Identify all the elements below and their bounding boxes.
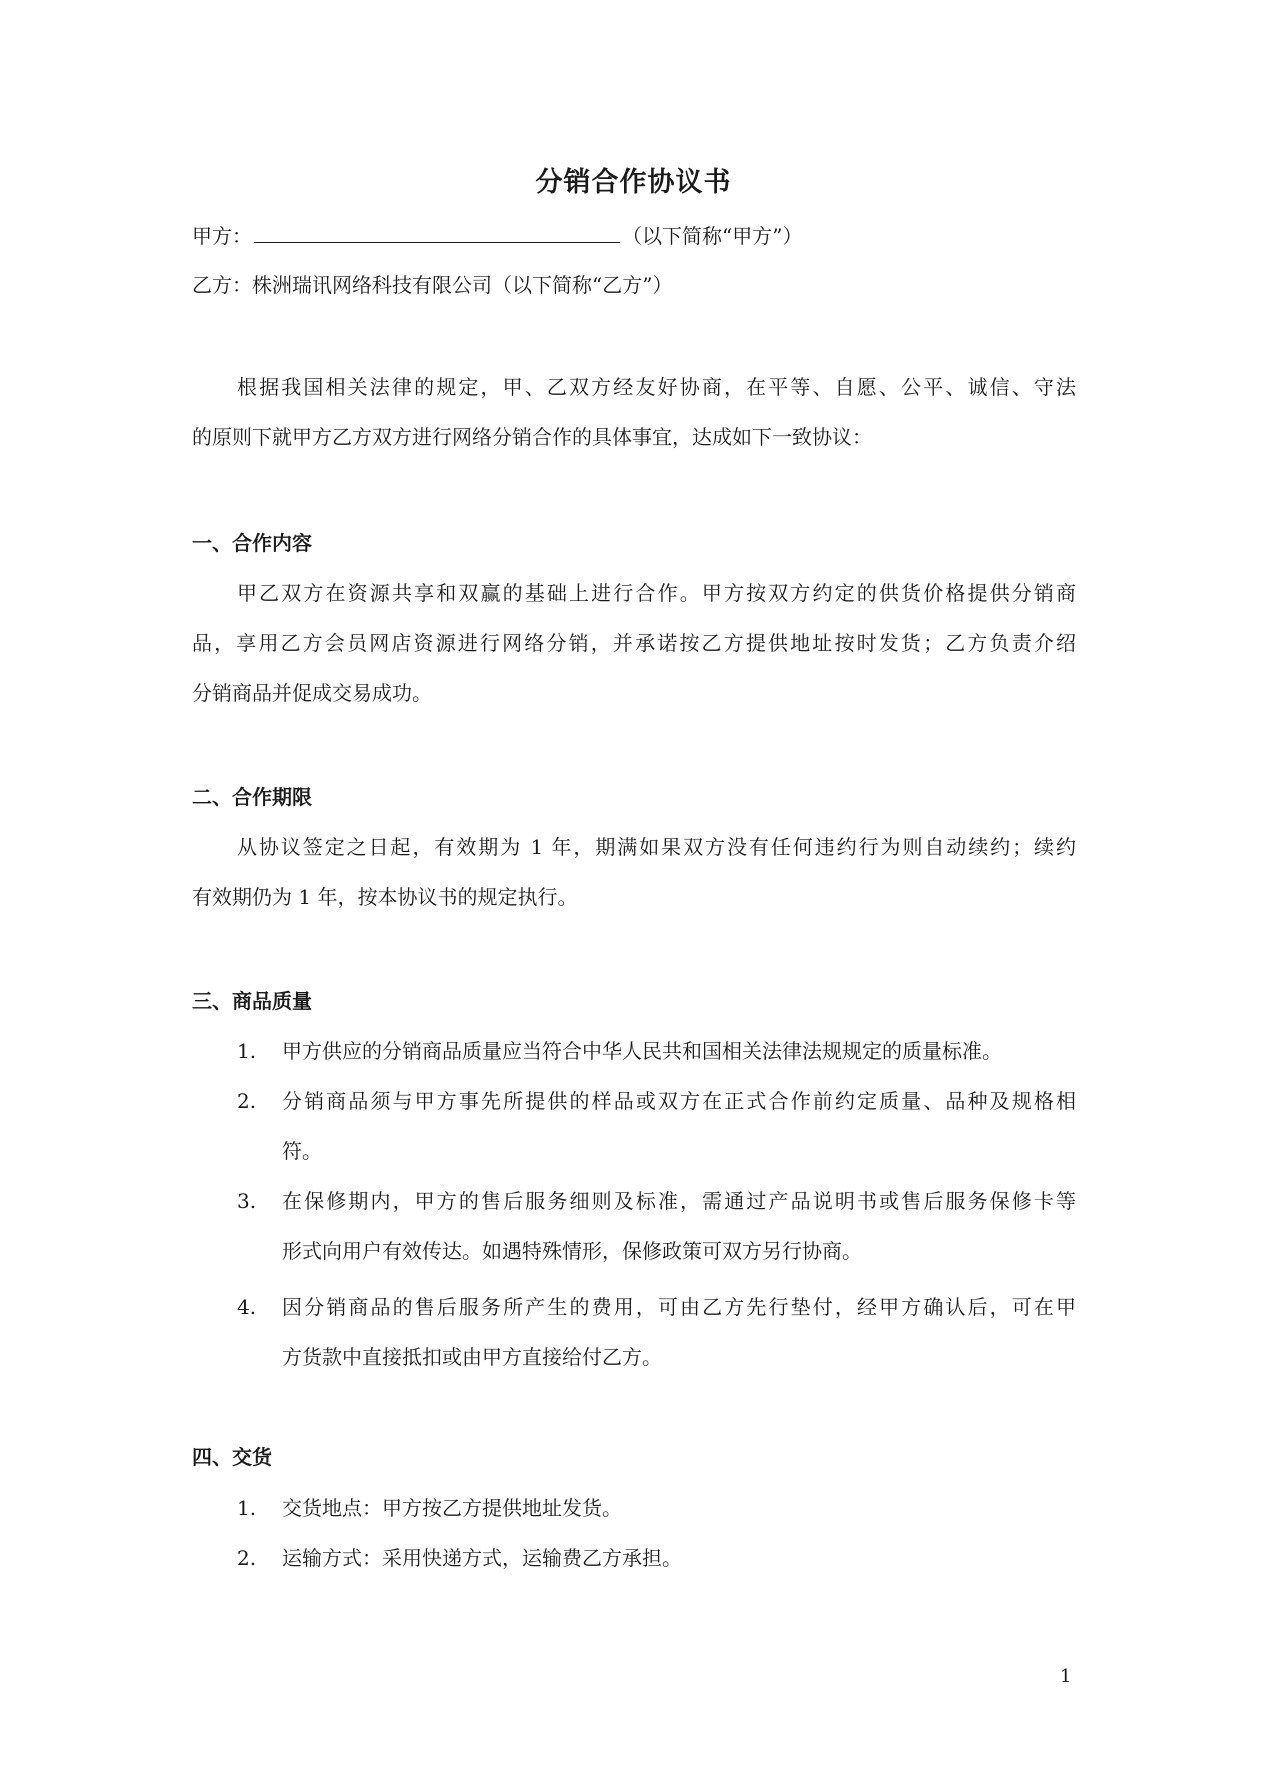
section-2-line-2: 有效期仍为 1 年，按本协议书的规定执行。 bbox=[192, 885, 578, 909]
party-b-line: 乙方：株洲瑞讯网络科技有限公司（以下简称“乙方”） bbox=[192, 273, 673, 297]
section-4-item-2-number: 2. bbox=[237, 1546, 257, 1570]
section-4-item-2-line-1: 运输方式：采用快递方式，运输费乙方承担。 bbox=[282, 1546, 682, 1570]
section-2-line-1: 从协议签定之日起，有效期为 1 年，期满如果双方没有任何违约行为则自动续约；续约 bbox=[237, 835, 1076, 859]
section-1-line-2: 品，享用乙方会员网店资源进行网络分销，并承诺按乙方提供地址按时发货；乙方负责介绍 bbox=[192, 631, 1076, 655]
section-3-item-2-number: 2. bbox=[237, 1089, 257, 1113]
preamble-line-2: 的原则下就甲方乙方双方进行网络分销合作的具体事宜，达成如下一致协议： bbox=[192, 425, 872, 449]
section-1-line-1: 甲乙双方在资源共享和双赢的基础上进行合作。甲方按双方约定的供货价格提供分销商 bbox=[237, 581, 1076, 605]
party-a-blank-field[interactable] bbox=[254, 220, 620, 243]
section-4-item-1-line-1: 交货地点：甲方按乙方提供地址发货。 bbox=[282, 1496, 622, 1520]
section-4-heading: 四、交货 bbox=[192, 1445, 272, 1469]
party-a-label: 甲方： bbox=[192, 224, 252, 248]
section-3-item-3-line-2: 形式向用户有效传达。如遇特殊情形，保修政策可双方另行协商。 bbox=[282, 1239, 862, 1263]
party-a-suffix: （以下简称“甲方”） bbox=[622, 224, 803, 248]
section-3-item-1-line-1: 甲方供应的分销商品质量应当符合中华人民共和国相关法律法规规定的质量标准。 bbox=[282, 1039, 1002, 1063]
section-3-item-2-line-1: 分销商品须与甲方事先所提供的样品或双方在正式合作前约定质量、品种及规格相 bbox=[282, 1089, 1076, 1113]
section-3-item-4-line-1: 因分销商品的售后服务所产生的费用，可由乙方先行垫付，经甲方确认后，可在甲 bbox=[282, 1295, 1076, 1319]
preamble-line-1: 根据我国相关法律的规定，甲、乙双方经友好协商，在平等、自愿、公平、诚信、守法 bbox=[237, 375, 1076, 399]
section-3-item-4-line-2: 方货款中直接抵扣或由甲方直接给付乙方。 bbox=[282, 1345, 662, 1369]
section-4-item-1-number: 1. bbox=[237, 1496, 257, 1520]
section-2-heading: 二、合作期限 bbox=[192, 785, 312, 809]
section-3-item-2-line-2: 符。 bbox=[282, 1139, 322, 1163]
section-1-heading: 一、合作内容 bbox=[192, 531, 312, 555]
document-title: 分销合作协议书 bbox=[535, 167, 732, 198]
page-number: 1 bbox=[1060, 1666, 1072, 1687]
section-3-item-3-line-1: 在保修期内，甲方的售后服务细则及标准，需通过产品说明书或售后服务保修卡等 bbox=[282, 1189, 1076, 1213]
section-1-line-3: 分销商品并促成交易成功。 bbox=[192, 681, 432, 705]
section-3-item-1-number: 1. bbox=[237, 1039, 257, 1063]
section-3-item-3-number: 3. bbox=[237, 1189, 257, 1213]
section-3-heading: 三、商品质量 bbox=[192, 989, 312, 1013]
section-3-item-4-number: 4. bbox=[237, 1295, 257, 1319]
party-a-line bbox=[192, 220, 1076, 251]
